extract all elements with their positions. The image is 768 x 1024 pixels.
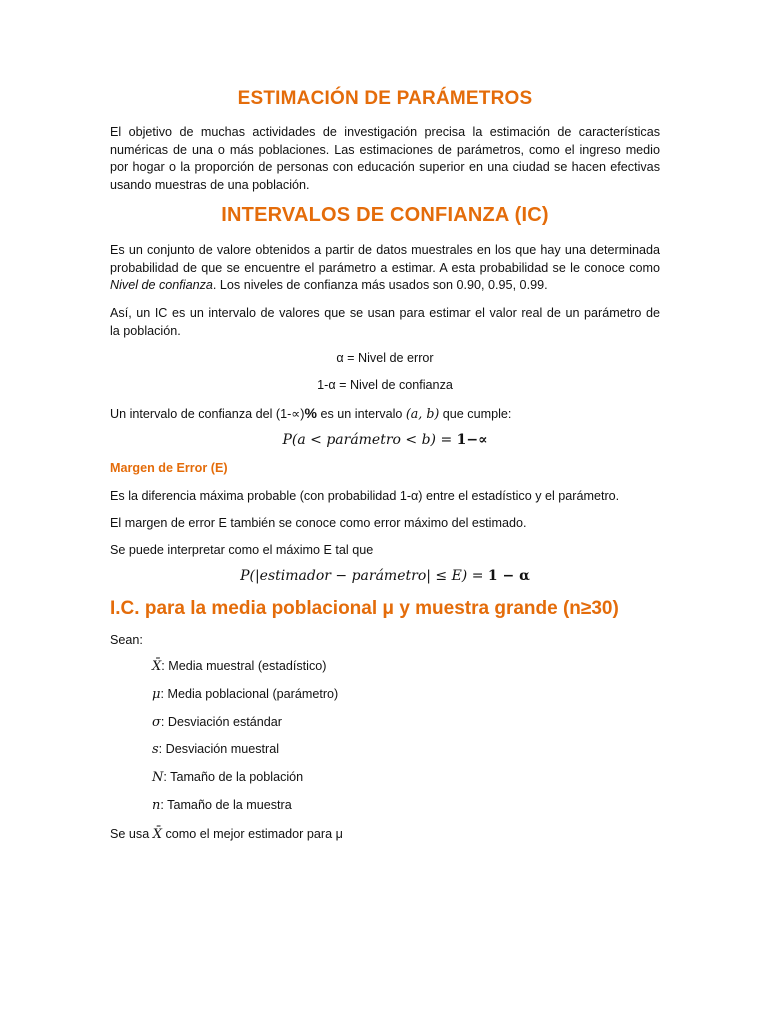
formula1-left: P(a < parámetro < b) = bbox=[282, 432, 457, 448]
def-item-xbar bbox=[152, 659, 326, 674]
interval-text-a: Un intervalo de confianza del (1-∝) bbox=[110, 407, 305, 421]
def-text: : Desviación muestral bbox=[158, 742, 280, 756]
def-text: : Media poblacional (parámetro) bbox=[160, 687, 339, 701]
definition-paragraph bbox=[110, 242, 660, 295]
s-symbol: s bbox=[152, 742, 159, 757]
final-text-b: como el mejor estimador para μ bbox=[161, 827, 343, 841]
interval-ab: (a, b) bbox=[405, 406, 440, 421]
xbar-symbol: X̄ bbox=[152, 659, 162, 674]
def-item-sigma bbox=[152, 715, 282, 730]
intro-paragraph bbox=[110, 124, 660, 194]
title-intervalos: INTERVALOS DE CONFIANZA (IC) bbox=[221, 204, 549, 226]
def-text: : Media muestral (estadístico) bbox=[161, 659, 327, 673]
alpha-error-line: α = Nivel de error bbox=[336, 351, 434, 365]
def2-line-2: la población. bbox=[110, 323, 181, 338]
def-text: : Tamaño de la población bbox=[163, 770, 304, 784]
interval-text-c: que cumple: bbox=[439, 407, 512, 421]
def2-line-1: Así, un IC es un intervalo de valores que se usan para estimar el valor real de un parámetro de bbox=[110, 306, 660, 320]
sigma-symbol: σ bbox=[152, 715, 161, 730]
final-text-a: Se usa bbox=[110, 827, 153, 841]
margin-alt: El margen de error E también se conoce como error máximo del estimado. bbox=[110, 516, 527, 530]
def1-line-3 bbox=[110, 277, 660, 295]
def-item-mu bbox=[152, 687, 338, 702]
def1-line-2: probabilidad de que se encuentre el parámetro a estimar. A esta probabilidad se le conoce como bbox=[110, 260, 660, 275]
formula2-left: P(|estimador − parámetro| ≤ E) = bbox=[240, 568, 488, 584]
mu-symbol: μ bbox=[152, 687, 161, 702]
intro-line-3: por hogar o la proporción de personas con educación superior en una ciudad se hacen efectivas bbox=[110, 160, 660, 174]
title-ic-media: I.C. para la media poblacional μ y muestra grande (n≥30) bbox=[110, 598, 619, 619]
def-text: : Desviación estándar bbox=[160, 715, 282, 729]
formula-probability-interval bbox=[110, 432, 660, 448]
sean-label: Sean: bbox=[110, 633, 143, 647]
def1-line-1: Es un conjunto de valore obtenidos a partir de datos muestrales en los que hay una determinada bbox=[110, 243, 660, 257]
margin-title: Margen de Error (E) bbox=[110, 461, 228, 475]
alpha-confidence-line: 1-α = Nivel de confianza bbox=[317, 378, 453, 392]
formula2-right: 1 − α bbox=[487, 568, 530, 584]
intro-line-1: El objetivo de muchas actividades de investigación precisa la estimación de características bbox=[110, 125, 660, 139]
n-symbol: n bbox=[152, 798, 161, 813]
def-item-n bbox=[152, 798, 292, 813]
interval-text-b: es un intervalo bbox=[316, 407, 406, 421]
def1-line-3-rest: . Los niveles de confianza más usados son 0.90, 0.95, 0.99. bbox=[212, 278, 548, 292]
def-item-s bbox=[152, 742, 279, 757]
def-text: : Tamaño de la muestra bbox=[160, 798, 292, 812]
def-item-N bbox=[152, 770, 303, 785]
formula1-right: 1−∝ bbox=[456, 432, 488, 448]
interval-percent: % bbox=[304, 405, 317, 421]
margin-definition: Es la diferencia máxima probable (con probabilidad 1-α) entre el estadístico y el parámetro. bbox=[110, 489, 620, 503]
final-xbar-symbol: X̄ bbox=[152, 827, 162, 842]
interval-sentence bbox=[110, 405, 660, 424]
ic-paragraph bbox=[110, 305, 660, 340]
final-sentence bbox=[110, 826, 660, 844]
intro-line-2: numéricas de una o más poblaciones. Las estimaciones de parámetros, como el ingreso medio bbox=[110, 142, 660, 157]
title-estimacion: ESTIMACIÓN DE PARÁMETROS bbox=[237, 88, 533, 109]
intro-line-4: usando muestras de una población. bbox=[110, 177, 310, 192]
N-symbol: N bbox=[152, 770, 164, 785]
margin-interpret: Se puede interpretar como el máximo E tal que bbox=[110, 543, 374, 557]
formula-margin bbox=[110, 568, 660, 584]
nivel-confianza-italic: Nivel de confianza bbox=[110, 278, 213, 292]
